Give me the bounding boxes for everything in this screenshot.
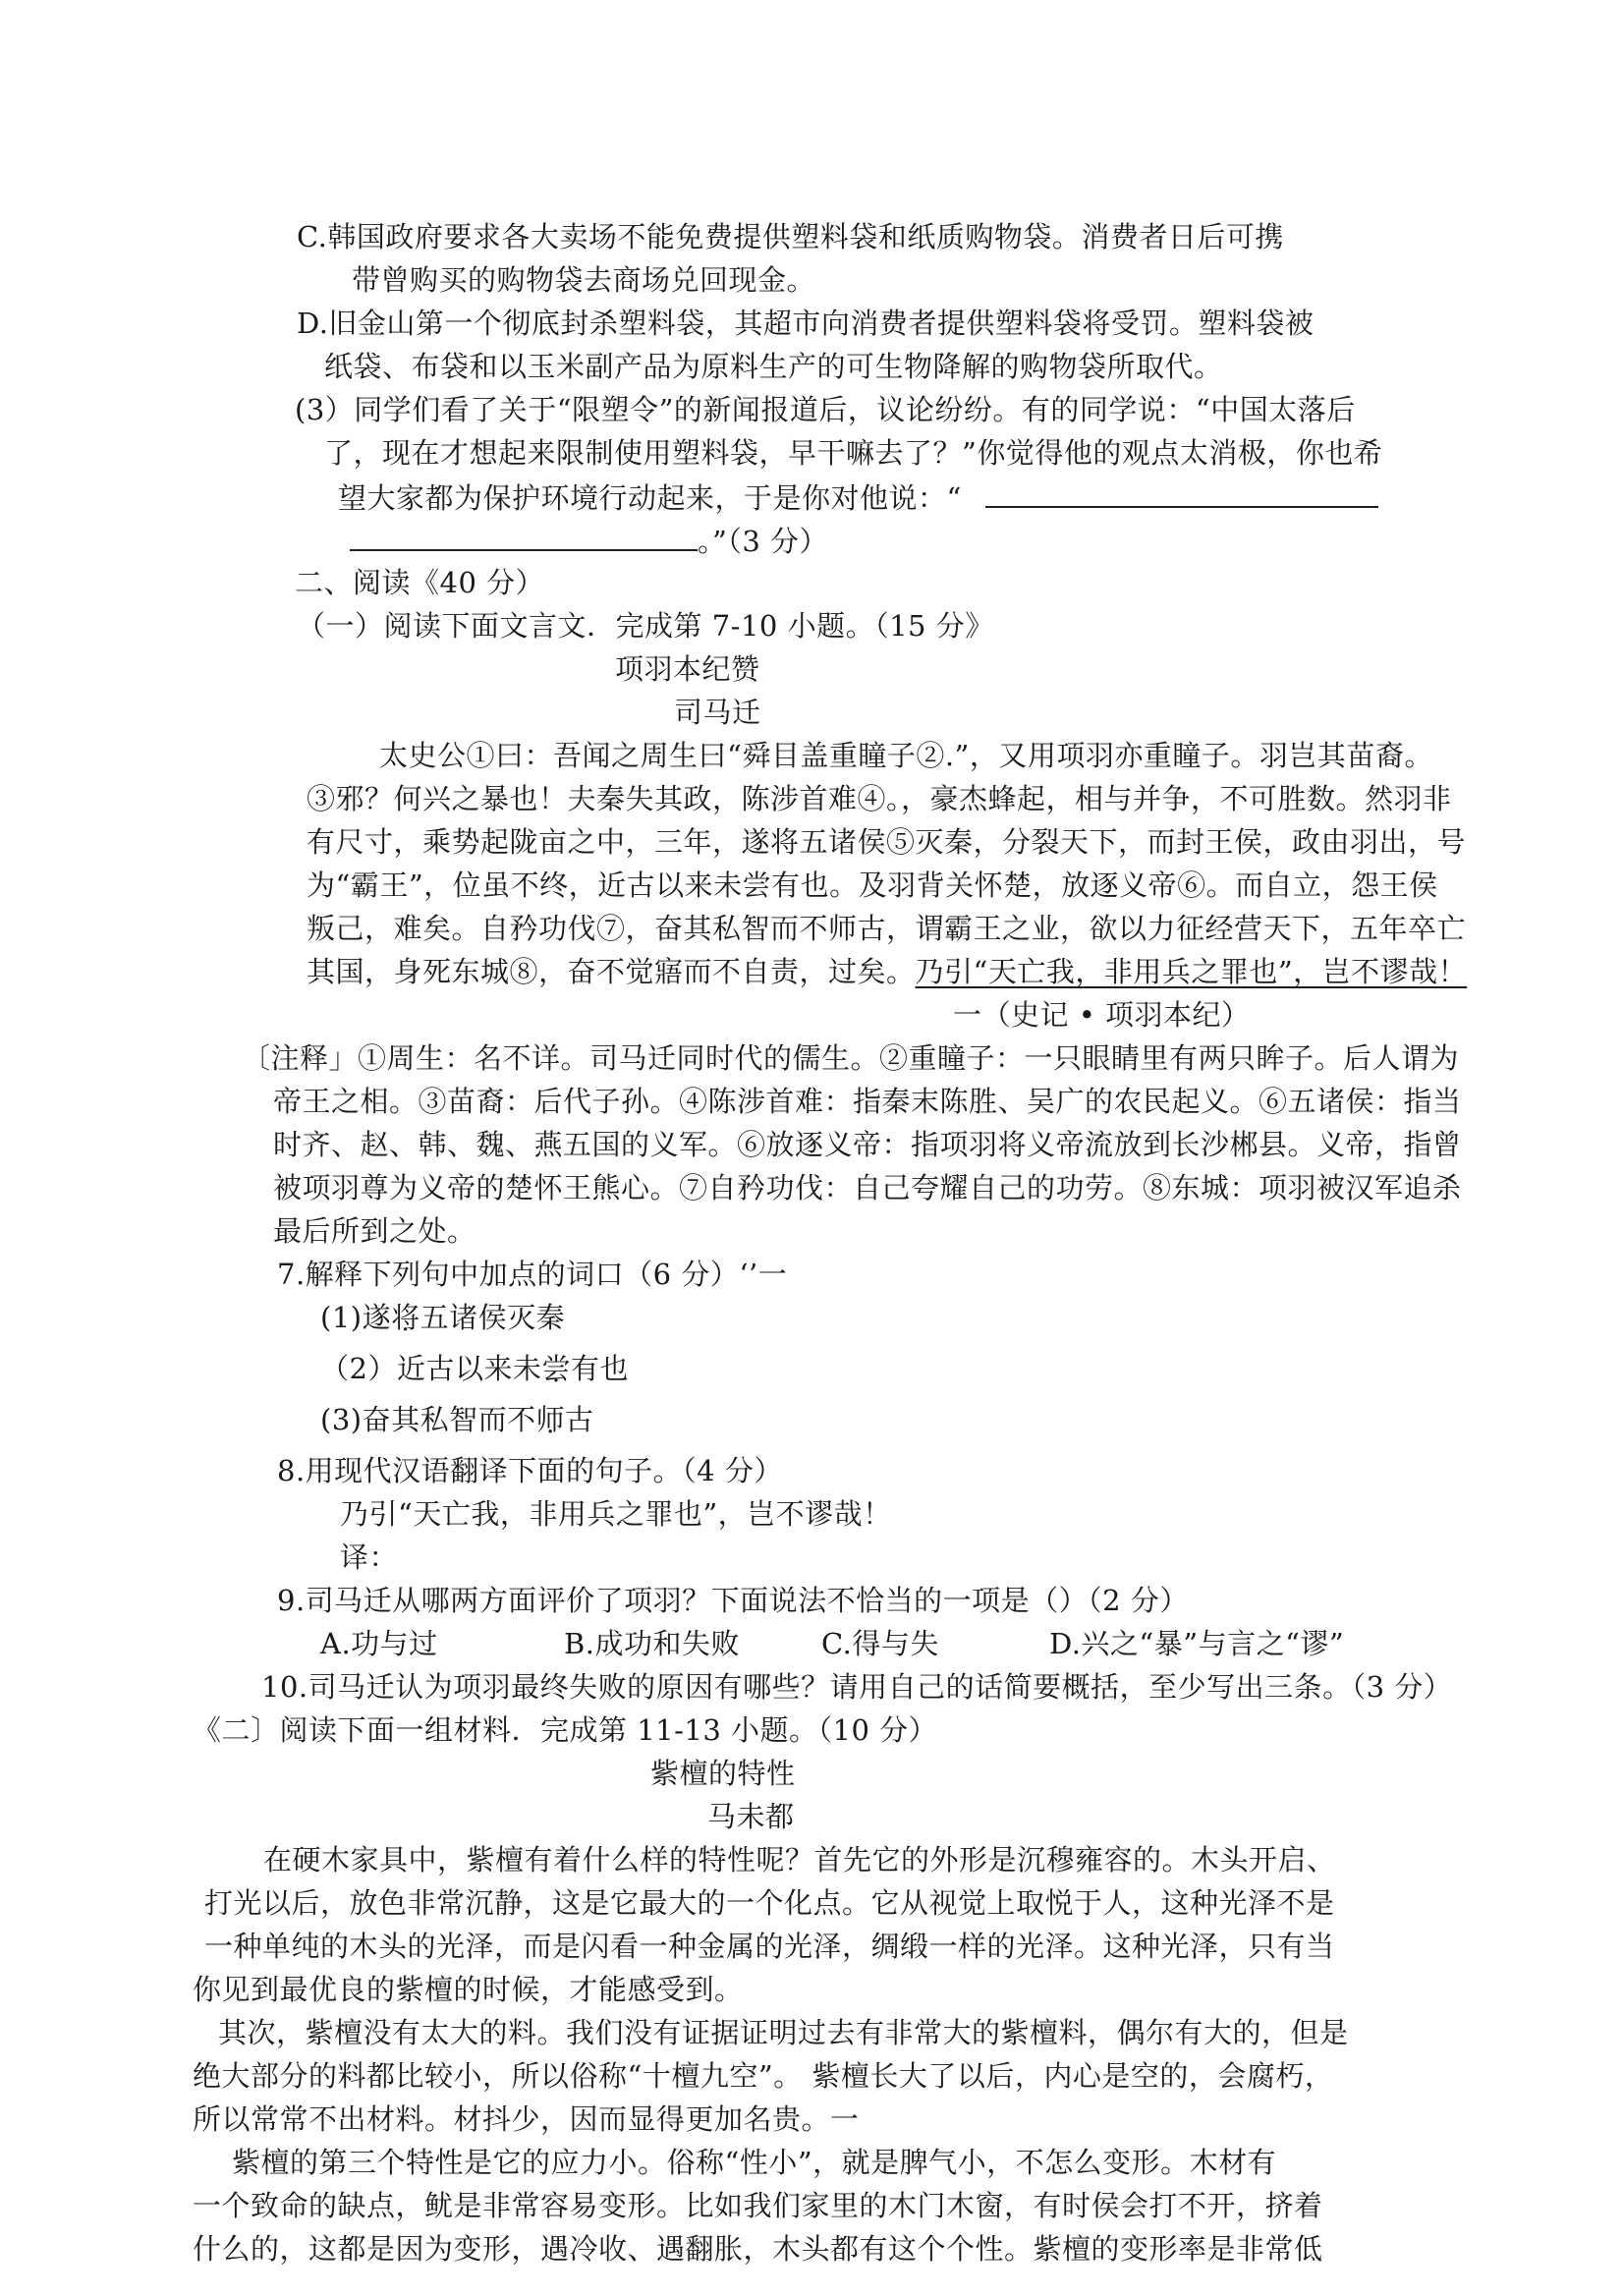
q7-item-3-post: 古 (565, 1403, 594, 1436)
q3-line4 (350, 520, 828, 561)
notes-line-4: 被项羽尊为义帝的楚怀王熊心。⑦自矜功伐：自己夸耀自己的功劳。⑧东城：项羽被汉军追杀 (273, 1171, 1462, 1204)
classical-line-6 (307, 952, 1467, 991)
option-d-line2: 纸袋、布袋和以玉米副产品为原料生产的可生物降解的购物袋所取代。 (324, 350, 1223, 383)
modern-line-3: 一种单纯的木头的光泽，而是闪看一种金属的光泽，绸缎一样的光泽。这种光泽，只有当 (204, 1930, 1335, 1963)
notes-line-1: 〔注释」①周生：名不详。司马迁同时代的儒生。②重瞳子：一只眼睛里有两只眸子。后人谓为 (242, 1041, 1460, 1075)
q9-option-d: D.兴之“暴”与言之“谬” (1049, 1627, 1345, 1660)
q7-item-3 (320, 1400, 594, 1439)
classical-line-1: 太史公①曰：吾闻之周生曰“舜目盖重瞳子②.”，又用项羽亦重瞳子。羽岂其苗裔。 (379, 739, 1433, 772)
classical-author: 司马迁 (674, 696, 761, 729)
q7-item-1 (320, 1298, 565, 1337)
option-d-line1: D.旧金山第一个彻底封杀塑料袋，其超市向消费者提供塑料袋将受罚。塑料袋被 (297, 307, 1315, 340)
q7-item-2-pre: （2）近古以来未 (320, 1352, 542, 1385)
classical-underlined-sentence: 乃引“天亡我，非用兵之罪也”，岂不谬哉！ (915, 955, 1468, 988)
section2-heading: 二、阅读《40 分） (295, 566, 545, 599)
q10-stem: 10.司马迁认为项羽最终失败的原因有哪些？请用自己的话简要概括，至少写出三条。（3 分） (261, 1670, 1453, 1704)
classical-line-5: 叛己，难矣。自矜功伐⑦，奋其私智而不师古，谓霸王之业，欲以力征经营天下，五年卒亡 (307, 912, 1467, 945)
modern-line-10: 什么的，这都是因为变形，遇冷收、遇翻胀，木头都有这个个性。紫檀的变形率是非常低 (193, 2232, 1323, 2266)
notes-line-3: 时齐、赵、韩、魏、燕五国的义军。⑥放逐义帝：指项羽将义帝流放到长沙郴县。义帝，指曾 (273, 1128, 1462, 1161)
answer-blank-2[interactable] (350, 520, 698, 551)
q8-stem: 8.用现代汉语翻译下面的句子。（4 分） (277, 1454, 783, 1487)
modern-title: 紫檀的特性 (650, 1757, 796, 1790)
q3-line1: (3）同学们看了关于“限塑令”的新闻报道后，议论纷纷。有的同学说：“中国太落后 (295, 393, 1356, 426)
q7-item-3-dotted-word: 师 (535, 1403, 566, 1436)
modern-line-6: 绝大部分的料都比较小，所以俗称“十檀九空”。 紫檀长大了以后，内心是空的，会腐朽， (193, 2059, 1334, 2093)
option-c-line2: 带曾购买的购物袋去商场兑回现金。 (352, 263, 816, 297)
q9-option-b: B.成功和失败 (564, 1627, 741, 1660)
q7-item-1-post: 五诸侯灭秦 (420, 1301, 566, 1334)
classical-line-6-plain: 其国，身死东城⑧，奋不觉寤而不自责，过矣。 (307, 955, 916, 988)
q8-translate-label: 译： (340, 1540, 399, 1574)
modern-line-4: 你见到最优良的紫檀的时候，才能感受到。 (193, 1973, 744, 2006)
modern-line-7: 所以常常不出材料。材抖少，因而显得更加名贵。一 (193, 2102, 860, 2136)
answer-blank-1[interactable] (985, 476, 1378, 508)
q7-item-2-dotted-word: 尝 (541, 1352, 571, 1385)
q8-sentence: 乃引“天亡我，非用兵之罪也”，岂不谬哉！ (340, 1497, 892, 1531)
modern-author: 马未都 (707, 1800, 795, 1833)
modern-line-8: 紫檀的第三个特性是它的应力小。俗称“性小”，就是脾气小，不怎么变形。木材有 (232, 2146, 1277, 2179)
part2-heading: 《二〕阅读下面一组材料．完成第 11-13 小题。（10 分） (193, 1713, 938, 1747)
q7-item-1-dotted-word: 将 (391, 1301, 420, 1334)
modern-line-1: 在硬木家具中，紫檀有着什么样的特性呢？首先它的外形是沉穆雍容的。木头开启、 (263, 1843, 1336, 1876)
part1-heading: （一）阅读下面文言文．完成第 7-10 小题。（15 分》 (297, 609, 994, 643)
q7-stem: 7.解释下列句中加点的词口（6 分）‘’一 (277, 1258, 788, 1291)
notes-line-2: 帝王之相。③苗裔：后代子孙。④陈涉首难：指秦末陈胜、吴广的农民起义。⑥五诸侯：指当 (273, 1085, 1462, 1118)
q9-option-c: C.得与失 (821, 1627, 939, 1660)
modern-line-2: 打光以后，放色非常沉静，这是它最大的一个化点。它从视觉上取悦于人，这种光泽不是 (204, 1886, 1335, 1920)
q3-line2: 了，现在才想起来限制使用塑料袋，早干嘛去了？”你觉得他的观点太消极，你也希 (324, 436, 1383, 470)
q9-option-a: A.功与过 (320, 1627, 438, 1660)
classical-line-4: 为“霸王”，位虽不终，近古以来未尝有也。及羽背关怀楚，放逐义帝⑥。而自立，怨王侯 (307, 868, 1438, 902)
q7-item-1-pre: (1)遂 (320, 1301, 392, 1334)
classical-line-3: 有尺寸，乘势起陇亩之中，三年，遂将五诸侯⑤灭秦，分裂天下，而封王侯，政由羽出，号 (307, 825, 1467, 859)
classical-source: 一（史记 • 项羽本纪） (953, 998, 1251, 1032)
q9-stem: 9.司马迁从哪两方面评价了项羽？下面说法不恰当的一项是（）（2 分） (277, 1584, 1189, 1617)
q7-item-2 (320, 1349, 629, 1388)
modern-line-5: 其次，紫檀没有太大的料。我们没有证据证明过去有非常大的紫檀料，偶尔有大的，但是 (218, 2016, 1349, 2049)
q3-line3-text: 望大家都为保护环境行动起来，于是你对他说：“ (338, 481, 962, 515)
notes-line-5: 最后所到之处。 (273, 1214, 476, 1248)
q7-item-2-post: 有也 (570, 1352, 629, 1385)
classical-line-2: ③邪？何兴之暴也！夫秦失其政，陈涉首难④。，豪杰蜂起，相与并争，不可胜数。然羽非 (307, 782, 1452, 815)
q3-line3 (338, 476, 1378, 518)
modern-line-9: 一个致命的缺点，鱿是非常容易变形。比如我们家里的木门木窗，有时侯会打不开，挤着 (193, 2189, 1323, 2222)
classical-title: 项羽本纪赞 (615, 652, 760, 686)
option-c-line1: C.韩国政府要求各大卖场不能免费提供塑料袋和纸质购物袋。消费者日后可携 (297, 220, 1284, 253)
q3-line4-end: 。”（3 分） (698, 525, 828, 558)
q7-item-3-pre: (3)奋其私智而不 (320, 1403, 536, 1436)
